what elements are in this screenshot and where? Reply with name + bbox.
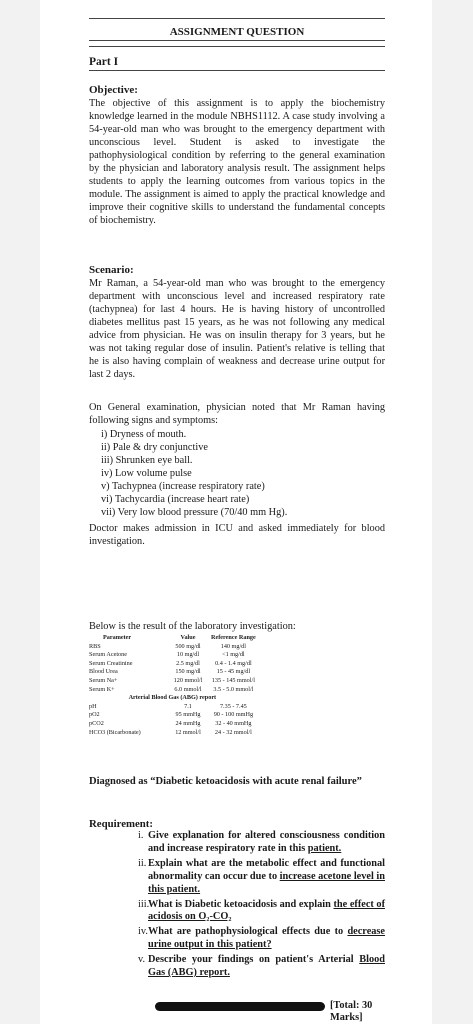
lab-param: HCO3 (Bicarbonate) xyxy=(89,728,141,736)
part-heading: Part I xyxy=(89,56,119,68)
symptom-item: vi) Tachycardia (increase heart rate) xyxy=(101,494,250,506)
objective-text: The objective of this assignment is to apply the biochemistry knowledge learned in the module NBHS1112. A case study involving a 54-year-old man who was brought to the emergency department with unconscious level. Student is asked to investigate the pathophysiological condition by referring to the general examination by the physician and laboratory analysis result. The assignment helps students to apply the learning outcomes from various topics in the module. The assignment is aimed to apply the practical knowledge and improve their cognitive skills to understand the fundamental concepts of biochemistry. xyxy=(89,98,385,227)
table-row xyxy=(89,711,259,720)
assignment-title: ASSIGNMENT QUESTION xyxy=(169,26,305,38)
symptom-item: ii) Pale & dry conjunctive xyxy=(101,442,208,454)
requirement-item xyxy=(140,858,385,897)
column-header: Reference Range xyxy=(211,634,256,641)
table-row xyxy=(89,643,259,652)
requirement-text-underlined: the effect of acidosis on O₂-CO₂ xyxy=(148,898,385,923)
requirement-item xyxy=(140,899,385,925)
requirement-text-underlined: patient. xyxy=(307,842,342,854)
lab-param: Blood Urea xyxy=(89,668,118,676)
lab-value: 7.1 xyxy=(184,702,192,710)
requirement-number: v. xyxy=(138,954,146,966)
lab-value: 120 mmol/l xyxy=(173,676,203,684)
lab-value: 150 mg/dl xyxy=(175,668,201,676)
table-row xyxy=(89,668,259,677)
requirement-text: Explain what are the metabolic effect and functional abnormality can occur due to xyxy=(148,857,385,882)
abg-title: Arterial Blood Gas (ABG) report xyxy=(128,694,217,702)
scenario-exam-text: On General examination, physician noted that Mr Raman having following signs and symptoms: xyxy=(89,402,385,427)
requirement-text: What is Diabetic ketoacidosis and explain xyxy=(148,898,334,910)
lab-range: 3.5 - 5.0 mmol/l xyxy=(213,685,254,693)
requirement-number: iv. xyxy=(138,926,148,938)
lab-intro: Below is the result of the laboratory investigation: xyxy=(89,621,296,632)
requirement-number: ii. xyxy=(138,857,147,869)
table-row xyxy=(89,660,259,669)
requirement-text: What are pathophysiological effects due to xyxy=(148,926,348,938)
requirement-text: Give explanation for altered consciousness condition and increase respiratory rate in this xyxy=(148,830,385,854)
requirement-text-underlined: decrease urine output in this patient? xyxy=(148,926,385,951)
lab-value: 2.5 mg/dl xyxy=(176,659,200,667)
lab-param: Serum Na+ xyxy=(89,676,118,684)
table-row xyxy=(89,651,259,660)
table-row xyxy=(89,720,259,729)
title-rule xyxy=(89,40,385,41)
part-rule xyxy=(89,70,385,71)
lab-value: 6.0 mmol/l xyxy=(174,685,202,693)
symptom-item: i) Dryness of mouth. xyxy=(101,429,187,440)
lab-value: 10 mg/dl xyxy=(176,651,200,659)
table-row xyxy=(89,686,259,695)
diagnosis-text: Diagnosed as “Diabetic ketoacidosis with acute renal failure” xyxy=(89,776,362,787)
column-header: Value xyxy=(180,634,196,641)
lab-param: Serum K+ xyxy=(89,685,115,693)
lab-param: pO2 xyxy=(89,711,100,719)
lab-range: <1 mg/dl xyxy=(222,651,245,659)
lab-param: Serum Acetone xyxy=(89,651,127,659)
lab-param: Serum Creatinine xyxy=(89,659,133,667)
lab-param: RBS xyxy=(89,642,101,650)
symptom-list xyxy=(89,428,385,519)
lab-value: 95 mmHg xyxy=(175,711,201,719)
scenario-icu-text: Doctor makes admission in ICU and asked immediately for blood investigation. xyxy=(89,523,385,548)
requirement-item xyxy=(140,830,385,856)
table-row xyxy=(89,729,259,738)
requirement-list xyxy=(140,830,385,982)
symptom-item: vii) Very low blood pressure (70/40 mm Hg). xyxy=(101,507,288,519)
lab-header-row xyxy=(89,634,259,643)
column-header: Parameter xyxy=(103,634,132,641)
requirement-text-underlined: Blood Gas (ABG) report. xyxy=(148,954,385,979)
requirement-item xyxy=(140,926,385,952)
lab-value: 12 mmol/l xyxy=(175,728,201,736)
top-rule xyxy=(89,18,385,19)
table-row xyxy=(89,677,259,686)
symptom-item: iii) Shrunken eye ball. xyxy=(101,455,193,467)
lab-range: 135 - 145 mmol/l xyxy=(211,676,255,684)
lab-table xyxy=(89,634,259,737)
requirement-heading: Requirement: xyxy=(89,818,153,830)
symptom-item: iv) Low volume pulse xyxy=(101,468,192,480)
requirement-text-underlined: increase acetone level in this patient. xyxy=(148,870,385,895)
lab-param: pCO2 xyxy=(89,719,104,727)
lab-range: 0.4 - 1.4 mg/dl xyxy=(215,659,252,667)
table-row xyxy=(89,703,259,712)
scenario-heading: Scenario: xyxy=(89,264,134,276)
lab-value: 24 mmHg xyxy=(175,719,201,727)
lab-range: 32 - 40 mmHg xyxy=(215,719,252,727)
requirement-number: i. xyxy=(138,830,144,841)
lab-range: 90 - 100 mmHg xyxy=(213,711,254,719)
title-rule-2 xyxy=(89,46,385,47)
total-marks: [Total: 30 Marks] xyxy=(330,1000,373,1023)
lab-range: 7.35 - 7.45 xyxy=(219,702,247,710)
lab-param: pH xyxy=(89,702,97,710)
objective-heading: Objective: xyxy=(89,84,138,96)
requirement-text: Describe your findings on patient's Arterial xyxy=(148,954,360,966)
scenario-text: Mr Raman, a 54-year-old man who was brought to the emergency department with unconscious level and increased respiratory rate (tachypnea) for last 4 hours. He is having history of uncontrolled diabetes mellitus past 15 years, as he was not following any medical advice from physician. He was on insulin therapy for 3 years, but he was not taking regular dose of insulin. Patient's relative is telling that he is also having complain of weakness and decrease urine output for last 2 days. xyxy=(89,278,385,381)
lab-range: 140 mg/dl xyxy=(220,642,246,650)
lab-range: 15 - 45 mg/dl xyxy=(216,668,251,676)
lab-value: 500 mg/dl xyxy=(175,642,201,650)
lab-range: 24 - 32 mmol/l xyxy=(214,728,252,736)
requirement-number: iii. xyxy=(138,898,150,910)
redaction-scribble xyxy=(155,1002,325,1011)
abg-title-row xyxy=(89,694,259,703)
requirement-item xyxy=(140,954,385,980)
symptom-item: v) Tachypnea (increase respiratory rate) xyxy=(101,481,265,493)
